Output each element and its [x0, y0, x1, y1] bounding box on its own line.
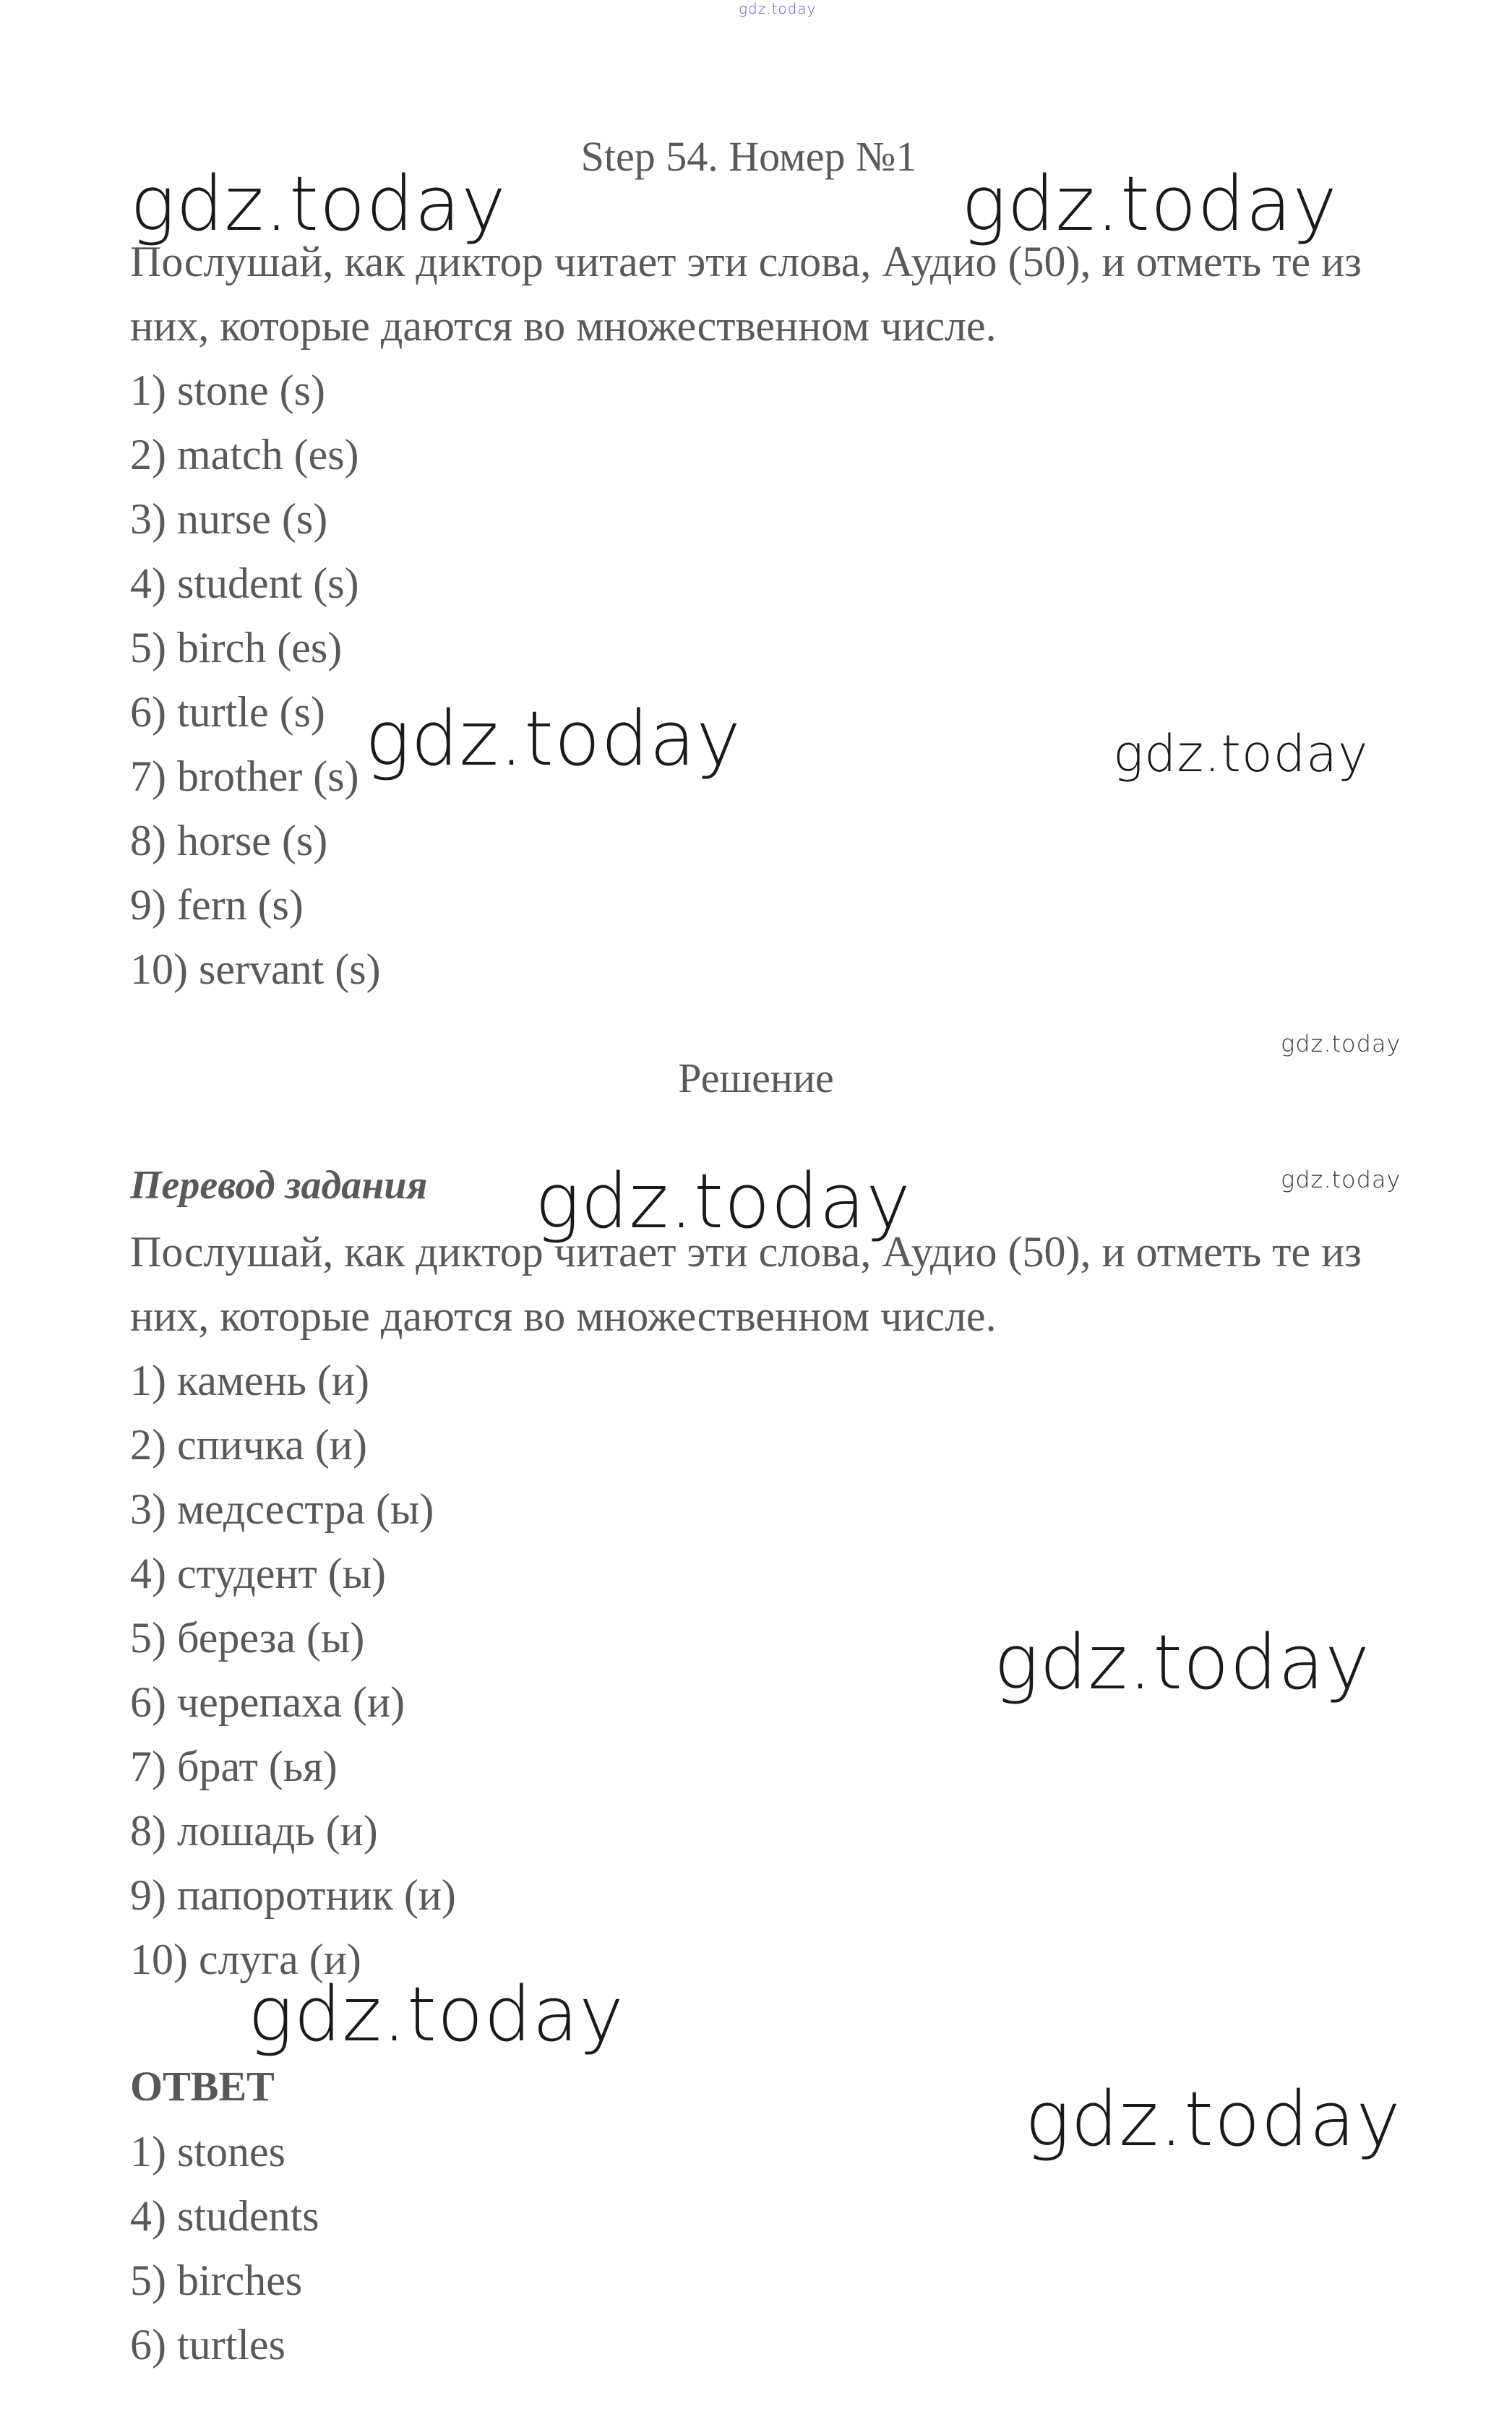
translation-text-line1: Послушай, как диктор читает эти слова, Аудио (50), и отметь те из	[130, 1228, 1362, 1276]
task-item: 10) servant (s)	[130, 945, 381, 993]
answer-item: 5) birches	[130, 2256, 303, 2304]
task-item: 6) turtle (s)	[130, 688, 325, 736]
watermark: gdz.today	[248, 1970, 624, 2058]
watermark-top: gdz.today	[739, 0, 817, 17]
task-item: 3) nurse (s)	[130, 495, 328, 543]
solution-heading: Решение	[678, 1055, 834, 1102]
watermark: gdz.today	[961, 160, 1338, 248]
watermark: gdz.today	[994, 1618, 1370, 1706]
page-title: Step 54. Номер №1	[580, 133, 917, 180]
task-item: 4) student (s)	[130, 559, 359, 607]
task-item: 5) birch (es)	[130, 624, 343, 671]
watermark: gdz.today	[365, 695, 742, 783]
task-item: 7) brother (s)	[130, 752, 359, 800]
translation-heading: Перевод задания	[130, 1163, 428, 1208]
task-item: 2) match (es)	[130, 431, 359, 478]
answer-heading: ОТВЕТ	[130, 2063, 275, 2110]
translation-item: 7) брат (ья)	[130, 1743, 338, 1790]
task-item: 9) fern (s)	[130, 881, 304, 929]
watermark: gdz.today	[1113, 724, 1369, 783]
answer-item: 1) stones	[130, 2128, 285, 2176]
translation-item: 9) папоротник (и)	[130, 1871, 456, 1919]
task-text-line2: них, которые даются во множественном числе.	[130, 302, 997, 350]
translation-item: 3) медсестра (ы)	[130, 1485, 434, 1533]
translation-item: 8) лошадь (и)	[130, 1807, 378, 1855]
translation-item: 6) черепаха (и)	[130, 1678, 405, 1726]
translation-text-line2: них, которые даются во множественном числе.	[130, 1292, 997, 1340]
task-item: 8) horse (s)	[130, 817, 328, 864]
translation-item: 5) береза (ы)	[130, 1614, 365, 1662]
watermark: gdz.today	[130, 160, 507, 248]
watermark: gdz.today	[1025, 2075, 1401, 2163]
translation-item: 10) слуга (и)	[130, 1936, 361, 1983]
watermark: gdz.today	[535, 1157, 911, 1245]
watermark: gdz.today	[1281, 1030, 1401, 1057]
task-item: 1) stone (s)	[130, 366, 325, 414]
task-text-line1: Послушай, как диктор читает эти слова, Аудио (50), и отметь те из	[130, 238, 1362, 285]
translation-item: 1) камень (и)	[130, 1357, 369, 1404]
watermark: gdz.today	[1281, 1166, 1401, 1193]
answer-item: 4) students	[130, 2192, 319, 2240]
answer-item: 6) turtles	[130, 2321, 285, 2369]
translation-item: 2) спичка (и)	[130, 1421, 367, 1469]
translation-item: 4) студент (ы)	[130, 1550, 387, 1597]
